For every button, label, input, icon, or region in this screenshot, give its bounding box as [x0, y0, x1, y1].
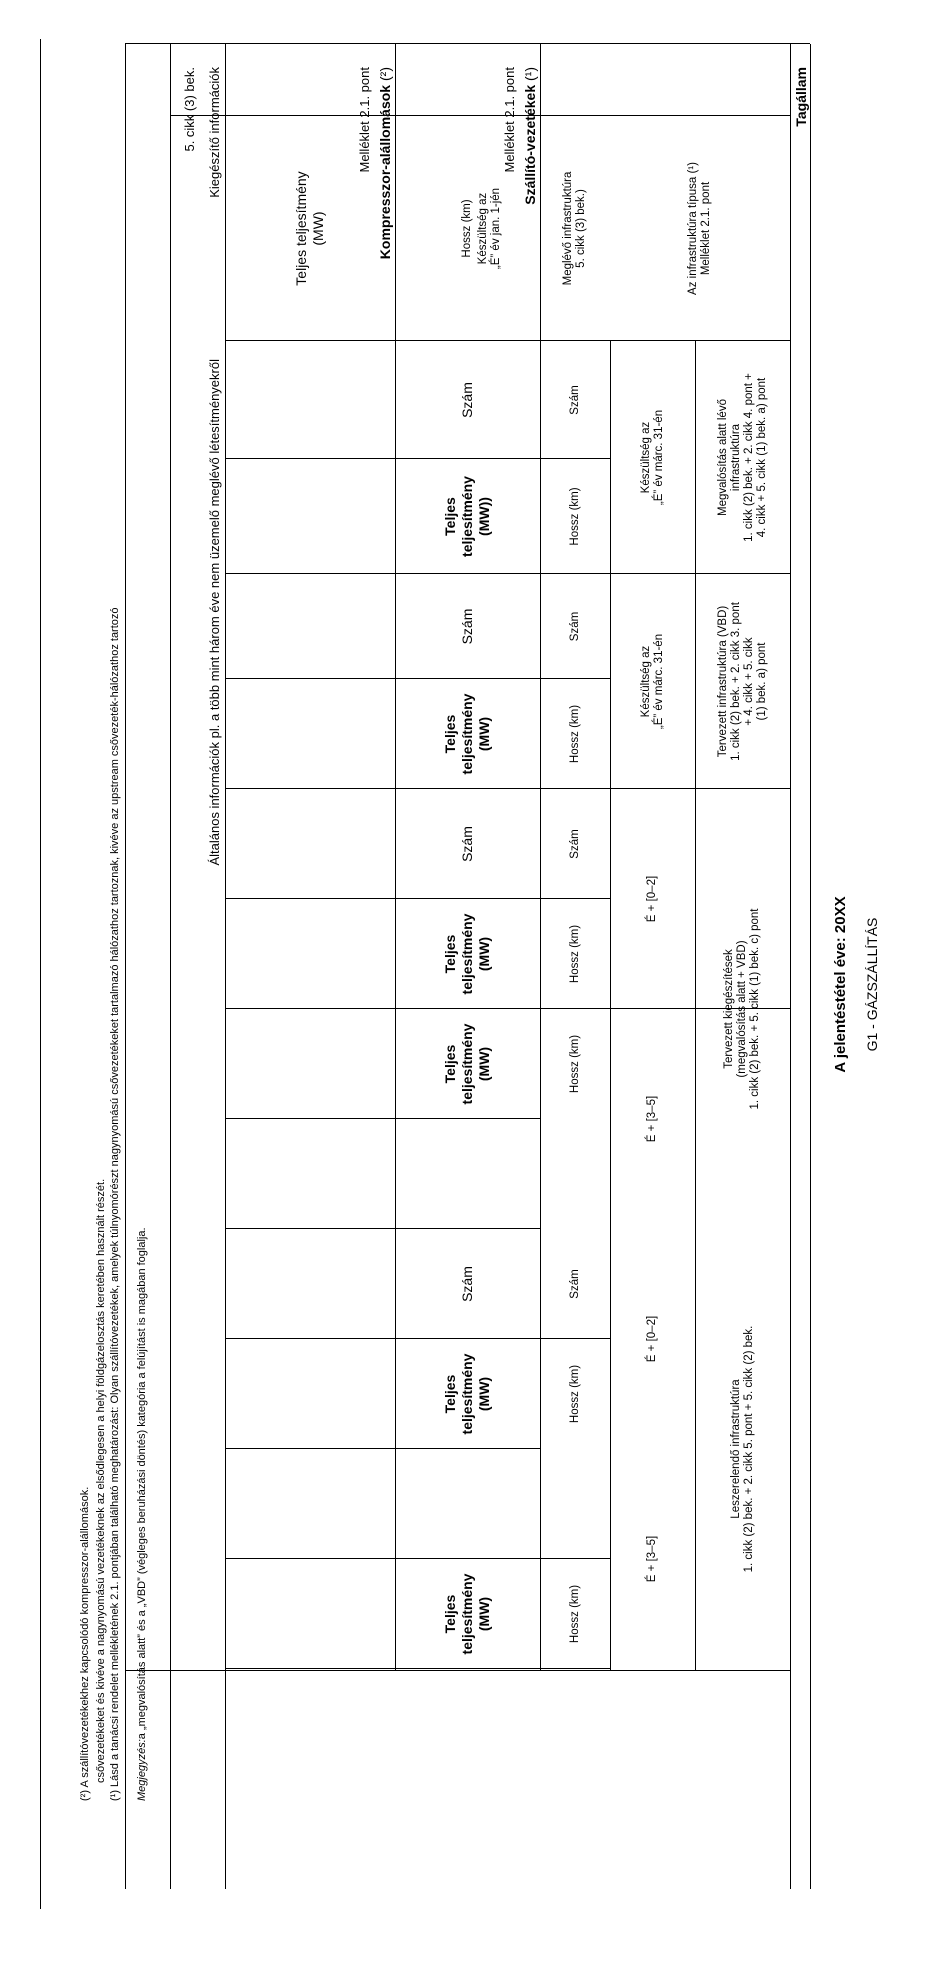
table-rule	[810, 44, 811, 1889]
report-year: A jelentéstétel éve: 20XX	[832, 896, 849, 1073]
pipelines-footnote: (¹)	[522, 67, 538, 81]
table-rule	[125, 1670, 790, 1671]
compressors-sub: Melléklet 2.1. pont	[357, 67, 372, 173]
table-rule	[170, 44, 171, 1889]
table-rule	[790, 44, 791, 1889]
footnote-1-line2: csővezetékeket és kivéve a nagynyomású vezetékeknek az elsődlegesen a helyi földgázelosztás keretében használt részét.	[95, 1178, 107, 1783]
remark	[135, 41, 149, 1801]
existing-length-header: Hossz (km)	[461, 199, 473, 258]
decom-capacity-1-text: Teljes teljesítmény (MW)	[442, 1353, 492, 1435]
document-title: G1 - GÁZSZÁLLÍTÁS	[864, 917, 880, 1052]
remark-text: a „megvalósítás alatt” és a „VBD” (végleges beruházási döntés) kategória a felújítást is magában foglalja.	[136, 1227, 148, 1740]
additions-capacity-1	[395, 899, 540, 1009]
vbd-num-capacity: Szám	[459, 608, 475, 645]
decom-num-capacity: Szám	[459, 1266, 475, 1302]
decom-length-1: Hossz (km)	[568, 1364, 581, 1424]
decom-capacity-1	[395, 1339, 540, 1449]
additions-capacity-1-text: Teljes teljesítmény (MW)	[442, 913, 492, 995]
additions-length-1: Hossz (km)	[568, 924, 581, 984]
vbd-capacity-text: Teljes teljesítmény (MW)	[442, 693, 492, 775]
period-additions-0-2: É + [0–2]	[646, 875, 658, 923]
table-rule	[125, 43, 810, 44]
construction-capacity-text: Teljes teljesítmény (MW))	[442, 476, 492, 557]
member-state-label: Tagállam	[793, 67, 809, 127]
decom-length-2: Hossz (km)	[568, 1584, 581, 1644]
period-additions-3-5: É + [3–5]	[646, 1095, 658, 1143]
decom-capacity-2-text: Teljes teljesítmény (MW)	[442, 1573, 492, 1655]
compressors-text: Kompresszor-alállomások	[377, 84, 393, 260]
supplementary-sub: 5. cikk (3) bek.	[182, 67, 197, 152]
decom-num-1: Szám	[568, 1269, 581, 1299]
decom-capacity-2	[395, 1559, 540, 1669]
footnote-1-line1: (¹) Lásd a tanácsi rendelet mellékletének 2.1. pontjában található meghatározást: Olyan szállítóvezetékek, amelyek túlnyomórészt nagynyomású csővezetékeket tartalmazó hálózathoz tartoznak, kivéve az upstream csővezeték-hálózathoz tartozó	[109, 607, 121, 1801]
status-construction: Készültség az „É” év márc. 31-én	[639, 409, 665, 506]
pipelines-text: Szállító-vezetékek	[522, 84, 538, 205]
page-bottom-rule	[40, 39, 41, 1909]
construction-length-header: Hossz (km)	[568, 487, 581, 546]
additions-num-1: Szám	[568, 829, 581, 859]
pipelines-sub: Melléklet 2.1. pont	[502, 67, 517, 173]
planned-vbd-header: Tervezett infrastruktúra (VBD) 1. cikk (2) bek. + 2. cikk 3. pont + 4. cikk + 5. cikk (1) bek. a) pont	[716, 602, 768, 761]
under-construction-header: Megvalósítás alatt lévő infrastruktúra 1. cikk (2) bek. + 2. cikk 4. pont + 4. cikk + 5. cikk (1) bek. a) pont	[716, 373, 768, 542]
compressors-footnote: (²)	[377, 67, 393, 81]
existing-infra-header: Meglévő infrastruktúra 5. cikk (3) bek.)	[562, 171, 587, 286]
planned-additions-header: Tervezett kiegészítések (megvalósítás alatt + VBD) 1. cikk (2) bek. + 5. cikk (1) bek. c) pont	[723, 908, 761, 1110]
vbd-num-header: Szám	[568, 611, 581, 642]
additions-num-capacity: Szám	[459, 826, 475, 862]
vbd-length-header: Hossz (km)	[568, 704, 581, 764]
status-vbd: Készültség az „É” év márc. 31-én	[639, 633, 665, 730]
construction-num-capacity: Szám	[459, 382, 475, 418]
compressors-label	[377, 67, 393, 287]
construction-num-header: Szám	[568, 385, 581, 415]
infra-type-header: Az infrastruktúra típusa (¹) Melléklet 2.1. pont	[687, 162, 712, 295]
period-decommission-0-2: É + [0–2]	[646, 1315, 658, 1363]
additions-capacity-2-text: Teljes teljesítmény (MW)	[442, 1023, 492, 1105]
period-decommission-3-5: É + [3–5]	[646, 1535, 658, 1583]
remark-label: Megjegyzés:	[136, 1739, 148, 1801]
additions-capacity-2	[395, 1009, 540, 1119]
vbd-capacity	[395, 679, 540, 789]
supplementary-label: Kiegészítő információk	[207, 67, 222, 198]
pipelines-label	[522, 67, 538, 267]
additions-length-2: Hossz (km)	[568, 1034, 581, 1094]
construction-capacity	[395, 459, 540, 574]
status-existing: Készültség az „É” év jan. 1-jén	[477, 187, 502, 270]
supplementary-text: Általános információk pl. a több mint három éve nem üzemelő meglévő létesítményekről	[207, 359, 222, 866]
decommission-header: Leszerelendő infrastruktúra 1. cikk (2) bek. + 2. cikk 5. pont + 5. cikk (2) bek.	[729, 1325, 755, 1573]
footnote-2: (²) A szállítóvezetékekhez kapcsolódó kompresszor-alállomások.	[79, 1486, 91, 1801]
table-rule	[125, 44, 126, 1889]
existing-capacity-header: Teljes teljesítmény (MW)	[293, 171, 326, 286]
